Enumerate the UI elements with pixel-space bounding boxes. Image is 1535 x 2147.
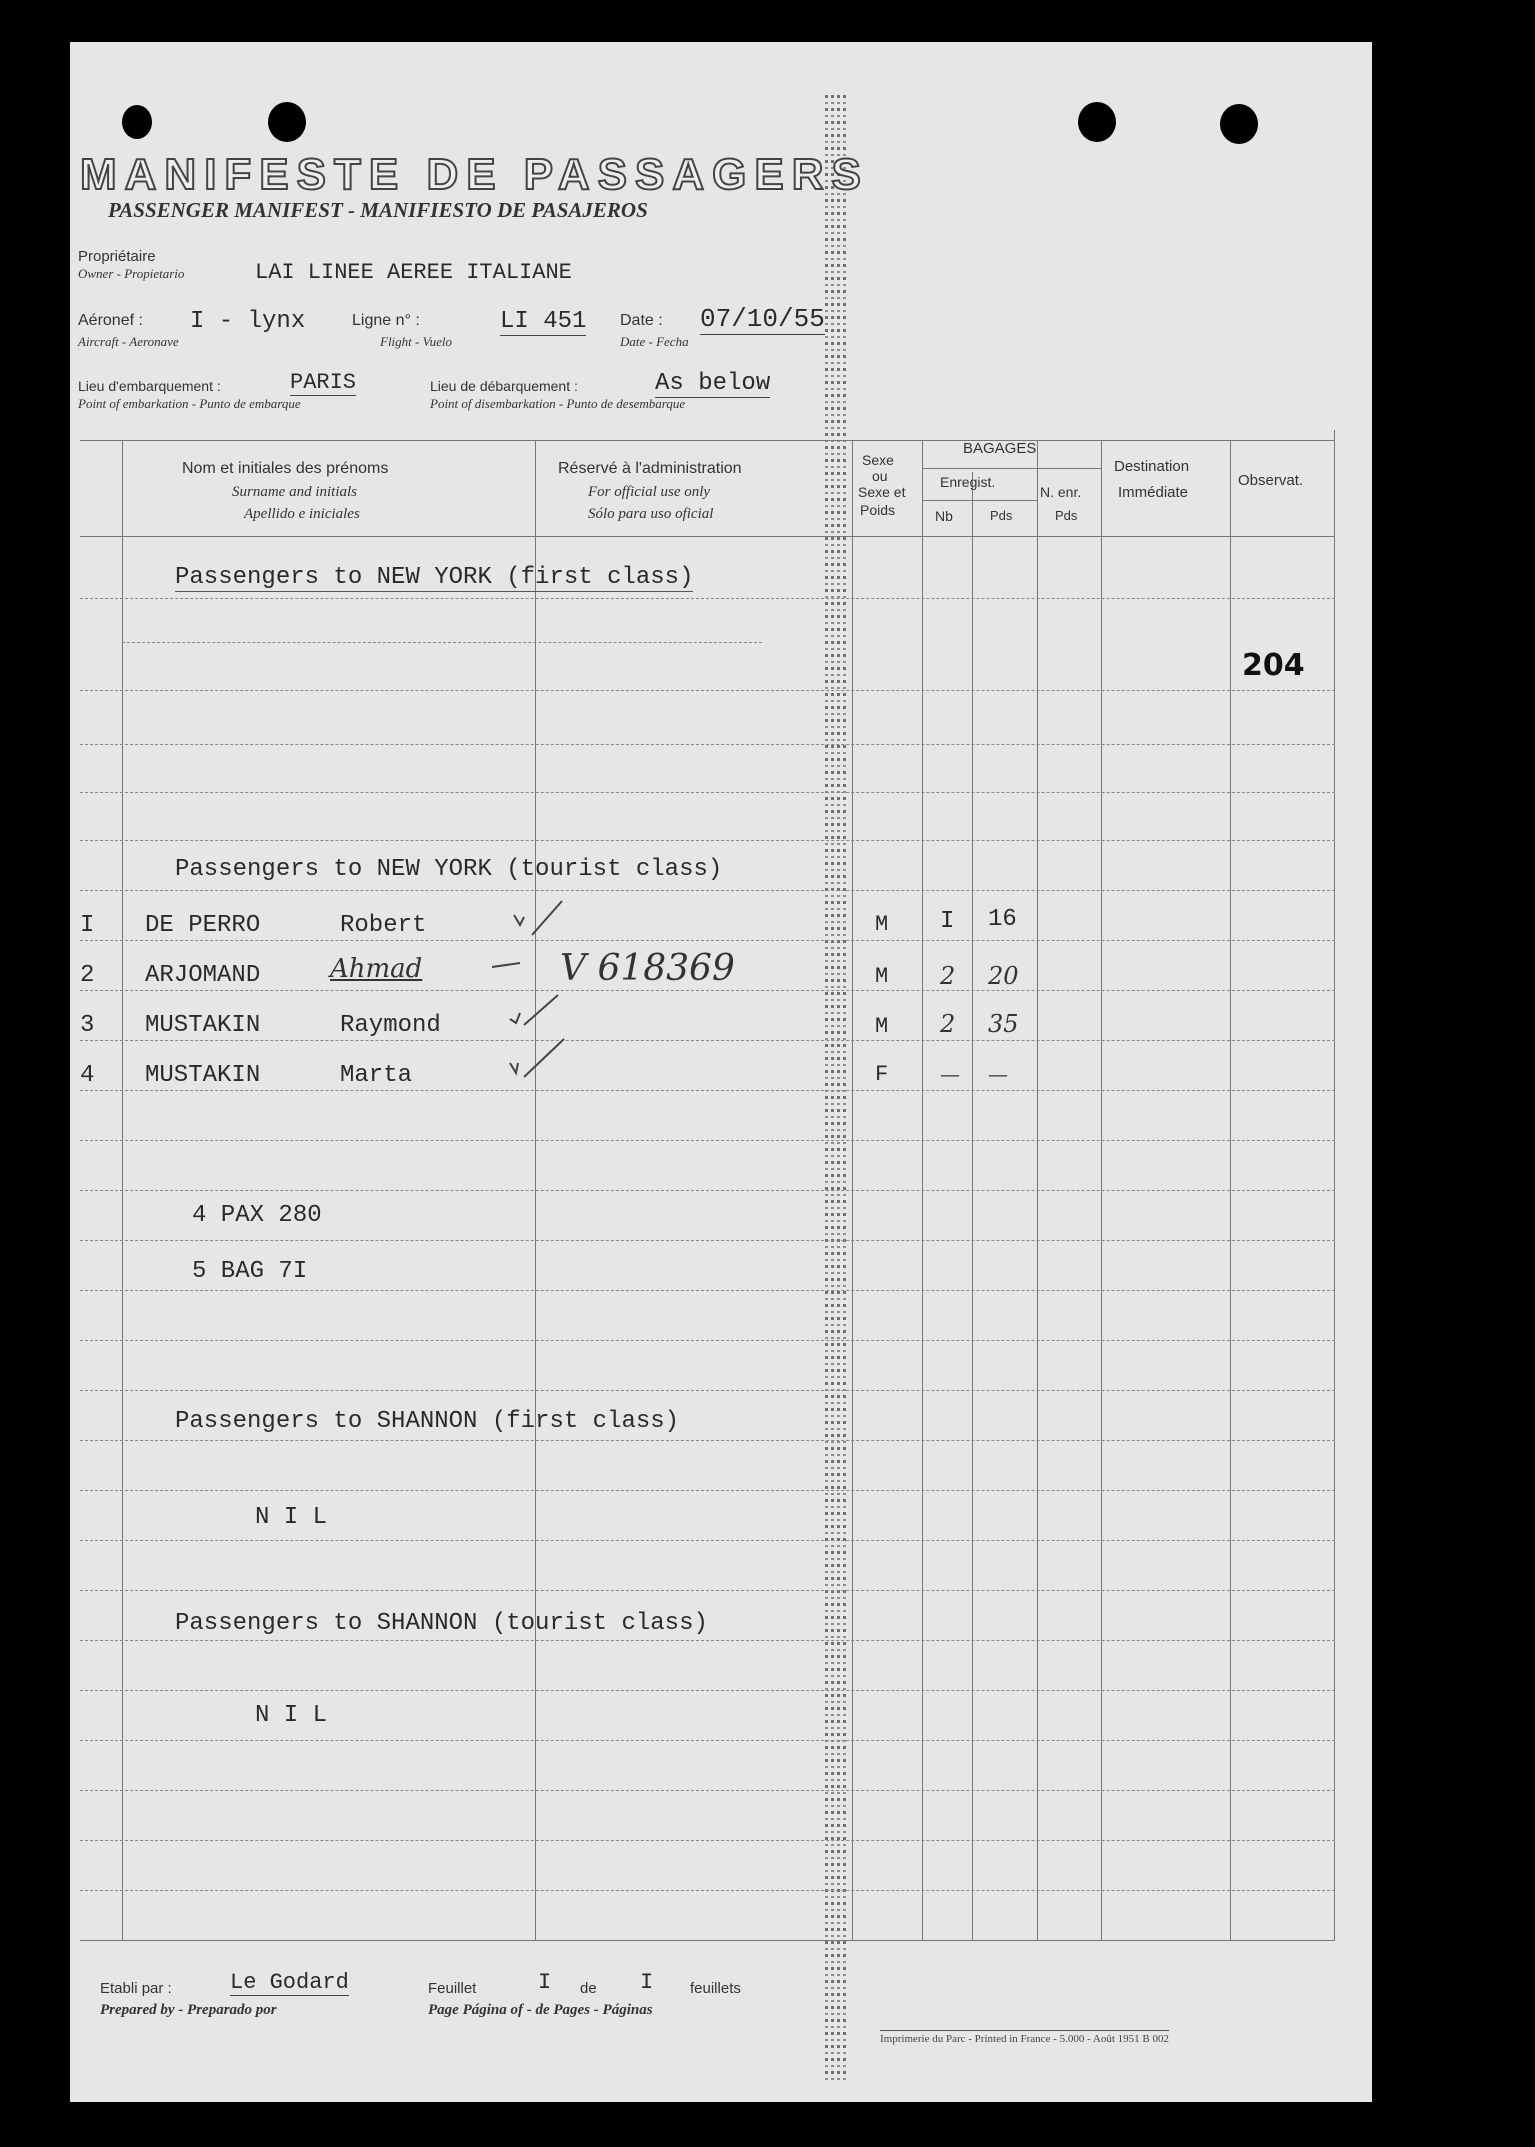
table-row-nb: 2 [940, 962, 956, 990]
nil-shannon-tourist: N I L [255, 1702, 328, 1729]
flight-label: Ligne n° : [352, 312, 420, 329]
header-enregist: Enregist. [940, 474, 996, 490]
table-row-sex: M [875, 1014, 889, 1039]
prepared-by-value: Le Godard [230, 1970, 349, 1995]
printer-line: Imprimerie du Parc - Printed in France - 5.000 - Août 1951 B 002 [880, 2030, 1169, 2045]
table-row-surname: ARJOMAND [145, 962, 261, 989]
date-value: 07/10/55 [700, 304, 825, 334]
embark-label-en: Point of embarkation - Punto de embarque [78, 396, 301, 411]
aircraft-value: I - lynx [190, 308, 306, 335]
feuillet-total: I [640, 1970, 654, 1995]
header-pds: Pds [990, 508, 1013, 523]
prepared-by-label: Etabli par : [100, 1980, 172, 1997]
header-nenr-pds: Pds [1055, 508, 1078, 523]
perforation-line [825, 95, 847, 2080]
table-row-first: Marta [340, 1062, 413, 1089]
table-row-first: Ahmad [330, 954, 423, 984]
disembark-label-en: Point of disembarkation - Punto de desembarque [430, 396, 686, 411]
flight-value: LI 451 [500, 308, 587, 335]
manifest-sheet [70, 42, 1372, 2102]
header-sex-1: Sexe [862, 452, 894, 468]
header-admin-fr: Réservé à l'administration [558, 460, 742, 477]
col-divider [1334, 430, 1335, 1940]
table-row-sex: M [875, 912, 889, 937]
section-ny-first: Passengers to NEW YORK (first class) [175, 564, 694, 591]
table-row-num: I [80, 912, 95, 939]
header-name-es: Apellido e iniciales [244, 506, 360, 522]
table-row-sex: M [875, 964, 889, 989]
observation-number: 204 [1242, 648, 1305, 683]
feuillet-number: I [538, 1970, 552, 1995]
table-row-pds: 16 [988, 906, 1017, 933]
table-row-surname: DE PERRO [145, 912, 261, 939]
nil-shannon-first: N I L [255, 1504, 328, 1531]
header-sex-4: Poids [860, 502, 896, 518]
embark-label: Lieu d'embarquement : [78, 378, 221, 394]
section-sh-first: Passengers to SHANNON (first class) [175, 1408, 680, 1435]
page-line: Page Página of - de Pages - Páginas [428, 2002, 653, 2018]
owner-value: LAI LINEE AEREE ITALIANE [255, 260, 572, 285]
section-sh-tourist: Passengers to SHANNON (tourist class) [175, 1610, 708, 1637]
header-nb: Nb [935, 508, 953, 524]
table-row-surname: MUSTAKIN [145, 1062, 261, 1089]
date-label: Date : [620, 312, 663, 329]
aircraft-label-en: Aircraft - Aeronave [78, 334, 179, 349]
owner-label-en: Owner - Propietario [78, 266, 185, 281]
header-bottom-border [80, 536, 1335, 537]
header-name-en: Surname and initials [232, 484, 358, 500]
header-observ: Observat. [1238, 472, 1304, 489]
punch-hole [268, 102, 306, 142]
table-row-nb: — [940, 1062, 960, 1086]
table-row-num: 3 [80, 1012, 95, 1039]
table-row-nb: 2 [940, 1010, 956, 1038]
table-row-num: 2 [80, 962, 95, 989]
aircraft-label: Aéronef : [78, 312, 143, 329]
table-row-first: Raymond [340, 1012, 441, 1039]
page-title: MANIFESTE DE PASSAGERS [80, 150, 869, 199]
table-row-pds: — [988, 1062, 1008, 1086]
checkmarks-icon [480, 895, 590, 1095]
feuillets-label: feuillets [690, 1980, 741, 1997]
table-row-surname: MUSTAKIN [145, 1012, 261, 1039]
header-dest-2: Immédiate [1118, 484, 1189, 501]
feuillet-label: Feuillet [428, 1980, 477, 1997]
punch-hole [1220, 104, 1258, 144]
bagages-divider [922, 468, 1101, 469]
enregist-divider [922, 500, 1037, 501]
embark-value: PARIS [290, 370, 357, 395]
header-bagages: BAGAGES [963, 440, 1037, 457]
header-sex-3: Sexe et [858, 484, 906, 500]
total-bag: 5 BAG 7I [192, 1258, 308, 1285]
disembark-label: Lieu de débarquement : [430, 378, 578, 394]
table-row-first: Robert [340, 912, 427, 939]
header-name-fr: Nom et initiales des prénoms [182, 460, 389, 477]
header-admin-es: Sólo para uso oficial [588, 506, 714, 522]
section-ny-tourist: Passengers to NEW YORK (tourist class) [175, 856, 723, 883]
feuillet-de: de [580, 1980, 597, 1997]
table-row-pds: 20 [988, 962, 1019, 990]
header-sex-2: ou [872, 468, 888, 484]
flight-label-en: Flight - Vuelo [380, 334, 452, 349]
table-top-border [80, 440, 1335, 441]
header-nenr: N. enr. [1040, 484, 1082, 500]
table-row-nb: I [940, 908, 955, 935]
page-subtitle: PASSENGER MANIFEST - MANIFIESTO DE PASAJEROS [108, 198, 648, 222]
prepared-by-label-en: Prepared by - Preparado por [100, 2002, 277, 2018]
total-pax: 4 PAX 280 [192, 1202, 322, 1229]
table-row-sex: F [875, 1062, 889, 1087]
disembark-value: As below [655, 370, 771, 397]
punch-hole [122, 105, 152, 139]
table-row-pds: 35 [988, 1010, 1019, 1038]
row-annotation: V 618369 [560, 948, 735, 989]
header-admin-en: For official use only [588, 484, 711, 500]
table-row-num: 4 [80, 1062, 95, 1089]
header-dest-1: Destination [1114, 458, 1190, 475]
date-label-en: Date - Fecha [620, 334, 689, 349]
owner-label: Propriétaire [78, 248, 156, 265]
punch-hole [1078, 102, 1116, 142]
col-divider [972, 472, 973, 1940]
